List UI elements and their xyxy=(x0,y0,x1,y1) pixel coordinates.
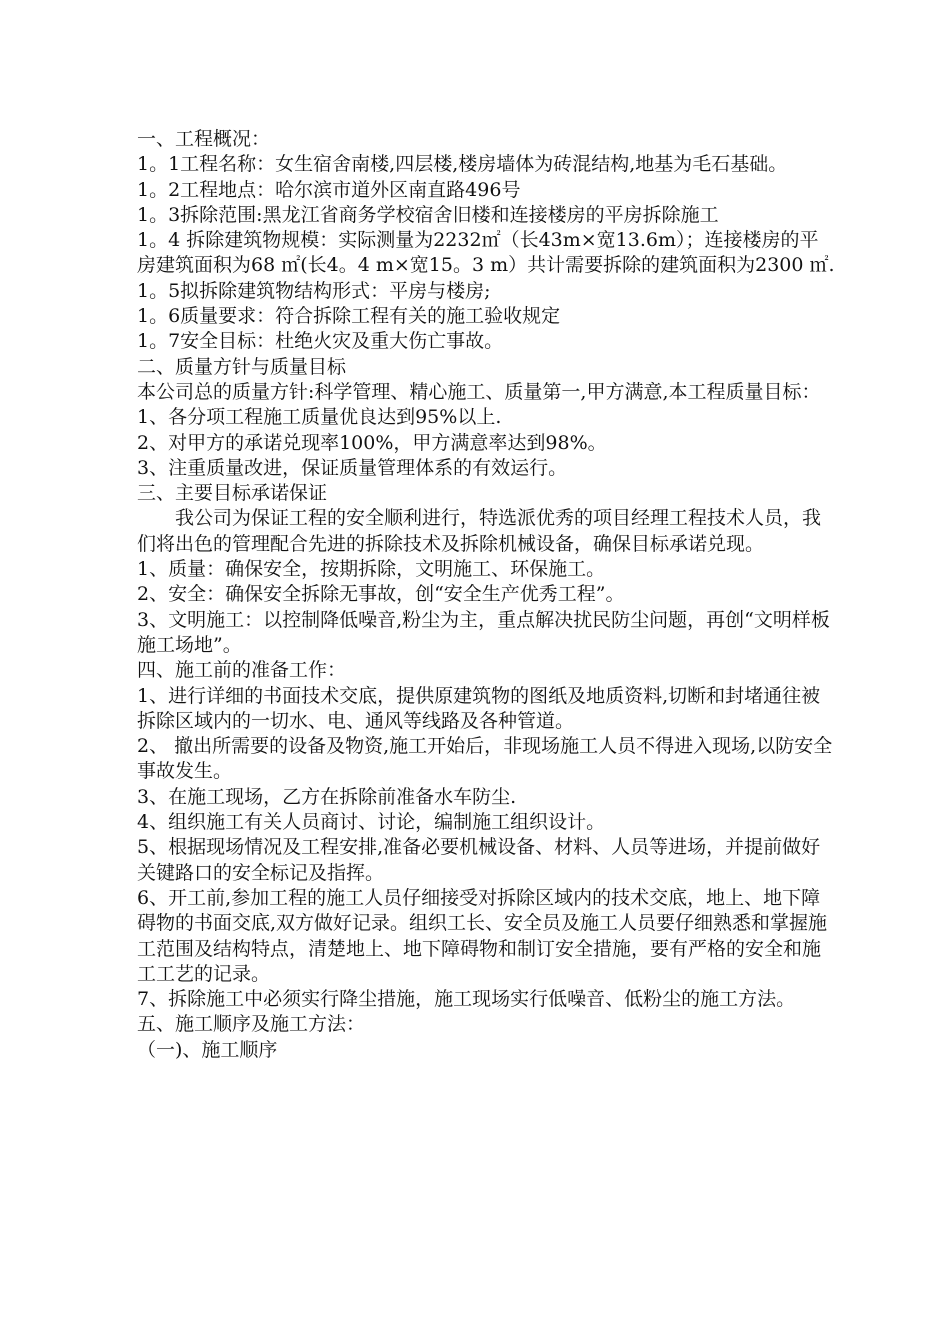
structure-type-item: 1。5拟拆除建筑物结构形式：平房与楼房; xyxy=(137,279,491,302)
quality-policy-paragraph: 本公司总的质量方针:科学管理、精心施工、质量第一,甲方满意,本工程质量目标： xyxy=(137,380,821,403)
section-heading-construction: 五、施工顺序及施工方法： xyxy=(137,1013,366,1036)
commitment-item: 1、质量：确保安全，按期拆除，文明施工、环保施工。 xyxy=(137,558,606,581)
building-scale-item: 1。4 拆除建筑物规模：实际测量为2232㎡（长43m×宽13.6m）；连接楼房的平房建筑面积为68 ㎡(长4。4 m×宽15。3 m）共计需要拆除的建筑面积为2300 ㎡. xyxy=(137,229,835,277)
document-body xyxy=(137,127,837,1063)
commitment-paragraph: 我公司为保证工程的安全顺利进行，特选派优秀的项目经理工程技术人员，我们将出色的管理配合先进的拆除技术及拆除机械设备，确保目标承诺兑现。 xyxy=(137,507,822,555)
preparation-item: 2、 撤出所需要的设备及物资,施工开始后，非现场施工人员不得进入现场,以防安全事故发生。 xyxy=(137,735,833,783)
demolition-scope-item: 1。3拆除范围:黑龙江省商务学校宿舍旧楼和连接楼房的平房拆除施工 xyxy=(137,203,719,226)
preparation-item: 6、开工前,参加工程的施工人员仔细接受对拆除区域内的技术交底，地上、地下障碍物的书面交底,双方做好记录。组织工长、安全员及施工人员要仔细熟悉和掌握施工范围及结构特点，清楚地上、地下障碍物和制订安全措施，要有严格的安全和施工工艺的记录。 xyxy=(137,886,828,985)
preparation-item: 4、组织施工有关人员商讨、讨论，编制施工组织设计。 xyxy=(137,811,606,834)
section-heading-overview: 一、工程概况： xyxy=(137,128,271,150)
section-heading-quality: 二、质量方针与质量目标 xyxy=(137,355,347,378)
subsection-heading-sequence: （一)、施工顺序 xyxy=(137,1038,278,1061)
section-heading-commitment: 三、主要目标承诺保证 xyxy=(137,482,328,505)
safety-target-item: 1。7安全目标：杜绝火灾及重大伤亡事故。 xyxy=(137,330,504,353)
quality-target-item: 1、各分项工程施工质量优良达到95%以上. xyxy=(137,406,502,429)
quality-target-item: 2、对甲方的承诺兑现率100%，甲方满意率达到98%。 xyxy=(137,431,607,454)
preparation-item: 5、根据现场情况及工程安排,准备必要机械设备、材料、人员等进场，并提前做好关键路口的安全标记及指挥。 xyxy=(137,836,821,884)
quality-target-item: 3、注重质量改进，保证质量管理体系的有效运行。 xyxy=(137,456,568,479)
preparation-item: 3、在施工现场，乙方在拆除前准备水车防尘. xyxy=(137,785,517,808)
project-location-item: 1。2工程地点：哈尔滨市道外区南直路496号 xyxy=(137,178,521,201)
quality-requirement-item: 1。6质量要求：符合拆除工程有关的施工验收规定 xyxy=(137,305,561,328)
preparation-item: 1、进行详细的书面技术交底，提供原建筑物的图纸及地质资料,切断和封堵通往被拆除区域内的一切水、电、通风等线路及各种管道。 xyxy=(137,684,821,732)
project-name-item: 1。1工程名称：女生宿舍南楼,四层楼,楼房墙体为砖混结构,地基为毛石基础。 xyxy=(137,153,788,176)
preparation-item: 7、拆除施工中必须实行降尘措施，施工现场实行低噪音、低粉尘的施工方法。 xyxy=(137,988,796,1011)
commitment-item: 3、文明施工：以控制降低噪音,粉尘为主，重点解决扰民防尘问题，再创“文明样板施工场地”。 xyxy=(137,608,830,656)
section-heading-preparation: 四、施工前的准备工作： xyxy=(137,659,347,682)
commitment-item: 2、安全：确保安全拆除无事故，创“安全生产优秀工程”。 xyxy=(137,583,625,606)
